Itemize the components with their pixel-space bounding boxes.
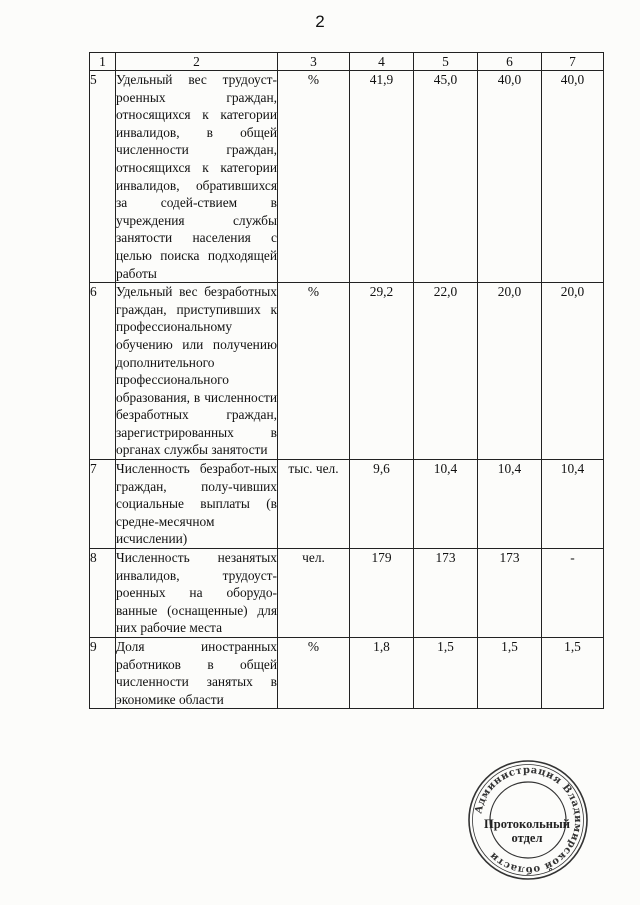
table-row <box>90 71 604 283</box>
table-row <box>90 283 604 460</box>
value-col-5: 45,0 <box>414 71 478 283</box>
indicator-text: Численность безработ-ных граждан, полу-чивших социальные выплаты (в средне-месячном исчислении) <box>116 460 278 549</box>
stamp-line-2: отдел <box>511 831 543 845</box>
header-col-7: 7 <box>542 53 604 71</box>
page-number: 2 <box>315 12 325 31</box>
value-col-7: 20,0 <box>542 283 604 460</box>
value-col-5: 22,0 <box>414 283 478 460</box>
unit-cell: тыс. чел. <box>278 460 350 549</box>
stamp-ring-text: Администрация Владимирской области <box>473 764 584 876</box>
value-col-4: 9,6 <box>350 460 414 549</box>
unit-cell: чел. <box>278 549 350 638</box>
value-col-5: 1,5 <box>414 638 478 709</box>
value-col-6: 10,4 <box>478 460 542 549</box>
table-row <box>90 638 604 709</box>
value-col-7: - <box>542 549 604 638</box>
header-col-2: 2 <box>116 53 278 71</box>
indicator-text: Удельный вес трудоуст-роенных граждан, относящихся к категории инвалидов, в общей численности граждан, относящихся к категории инвалидов, обратившихся за содей-ствием в учреждения службы занятости населения с целью поиска подходящей работы <box>116 71 278 283</box>
header-col-4: 4 <box>350 53 414 71</box>
indicators-table <box>89 52 604 709</box>
value-col-6: 40,0 <box>478 71 542 283</box>
row-number: 6 <box>90 283 116 460</box>
indicator-text: Численность незанятых инвалидов, трудоуст-роенных на оборудо-ванные (оснащенные) для них рабочие места <box>116 549 278 638</box>
unit-cell: % <box>278 71 350 283</box>
value-col-7: 1,5 <box>542 638 604 709</box>
value-col-7: 40,0 <box>542 71 604 283</box>
header-col-1: 1 <box>90 53 116 71</box>
value-col-7: 10,4 <box>542 460 604 549</box>
value-col-4: 41,9 <box>350 71 414 283</box>
header-row <box>90 53 604 71</box>
header-col-3: 3 <box>278 53 350 71</box>
header-col-6: 6 <box>478 53 542 71</box>
stamp-center-text <box>477 817 577 845</box>
value-col-4: 179 <box>350 549 414 638</box>
value-col-4: 29,2 <box>350 283 414 460</box>
value-col-4: 1,8 <box>350 638 414 709</box>
row-number: 9 <box>90 638 116 709</box>
unit-cell: % <box>278 638 350 709</box>
value-col-5: 10,4 <box>414 460 478 549</box>
header-col-5: 5 <box>414 53 478 71</box>
value-col-6: 1,5 <box>478 638 542 709</box>
indicator-text: Доля иностранных работников в общей численности занятых в экономике области <box>116 638 278 709</box>
row-number: 7 <box>90 460 116 549</box>
indicator-text: Удельный вес безработных граждан, приступивших к профессиональному обучению или получению дополнительного профессионального образования, в численности безработных граждан, зарегистрированных в органах службы занятости <box>116 283 278 460</box>
value-col-5: 173 <box>414 549 478 638</box>
value-col-6: 173 <box>478 549 542 638</box>
table-row <box>90 549 604 638</box>
row-number: 5 <box>90 71 116 283</box>
row-number: 8 <box>90 549 116 638</box>
value-col-6: 20,0 <box>478 283 542 460</box>
table-row <box>90 460 604 549</box>
stamp-line-1: Протокольный <box>484 817 570 831</box>
unit-cell: % <box>278 283 350 460</box>
